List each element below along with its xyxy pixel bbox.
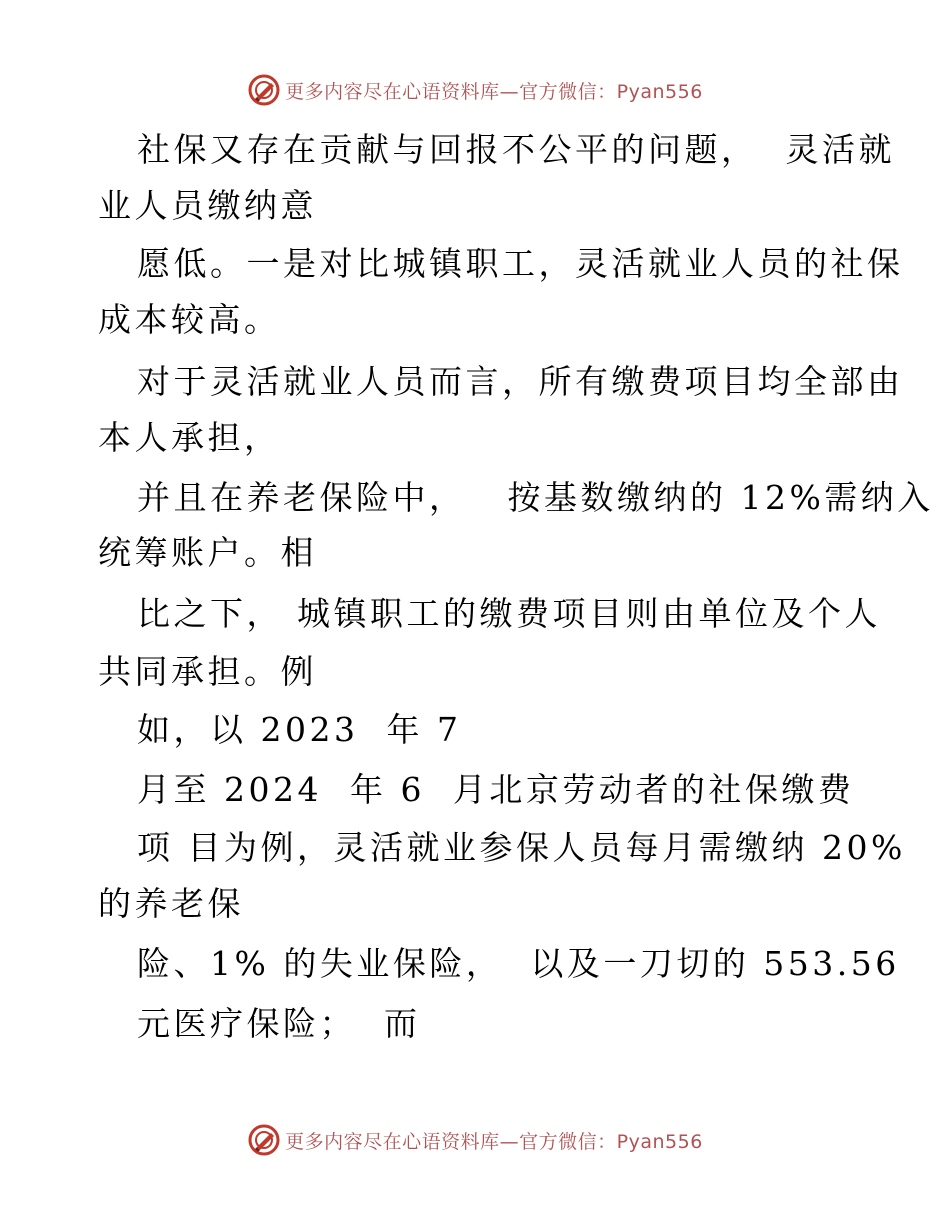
text-line: 社保又存在贡献与回报不公平的问题， 灵活就 [137, 130, 895, 169]
text-line: 的养老保 [98, 884, 244, 923]
header-banner-text: 更多内容尽在心语资料库—官方微信：Pyan556 [285, 80, 703, 103]
text-line: 共同承担。例 [98, 652, 317, 691]
text-line: 比之下， 城镇职工的缴费项目则由单位及个人 [137, 594, 881, 633]
text-line: 险、1% 的失业保险， 以及一刀切的 553.56 [137, 944, 900, 983]
text-line: 愿低。一是对比城镇职工，灵活就业人员的社保 [137, 244, 904, 283]
header-watermark-banner [0, 70, 950, 110]
text-line: 本人承担， [98, 418, 281, 457]
footer-watermark-banner [0, 1120, 950, 1160]
text-line: 统筹账户。相 [98, 533, 317, 572]
text-line: 项 目为例，灵活就业参保人员每月需缴纳 20% [137, 828, 906, 867]
text-line: 月至 2024 年 6 月北京劳动者的社保缴费 [137, 770, 855, 809]
text-line: 对于灵活就业人员而言，所有缴费项目均全部由 [137, 362, 904, 401]
header-watermark-inner [247, 73, 703, 107]
text-line: 并且在养老保险中， 按基数缴纳的 12%需纳入 [137, 478, 934, 517]
text-line: 如，以 2023 年 7 [137, 710, 462, 749]
text-line: 成本较高。 [98, 300, 281, 339]
text-line: 元医疗保险； 而 [137, 1004, 421, 1043]
footer-banner-text: 更多内容尽在心语资料库—官方微信：Pyan556 [285, 1130, 703, 1153]
text-line: 业人员缴纳意 [98, 186, 317, 225]
footer-watermark-inner [247, 1123, 703, 1157]
pen-logo-icon [247, 73, 281, 107]
pen-logo-icon [247, 1123, 281, 1157]
